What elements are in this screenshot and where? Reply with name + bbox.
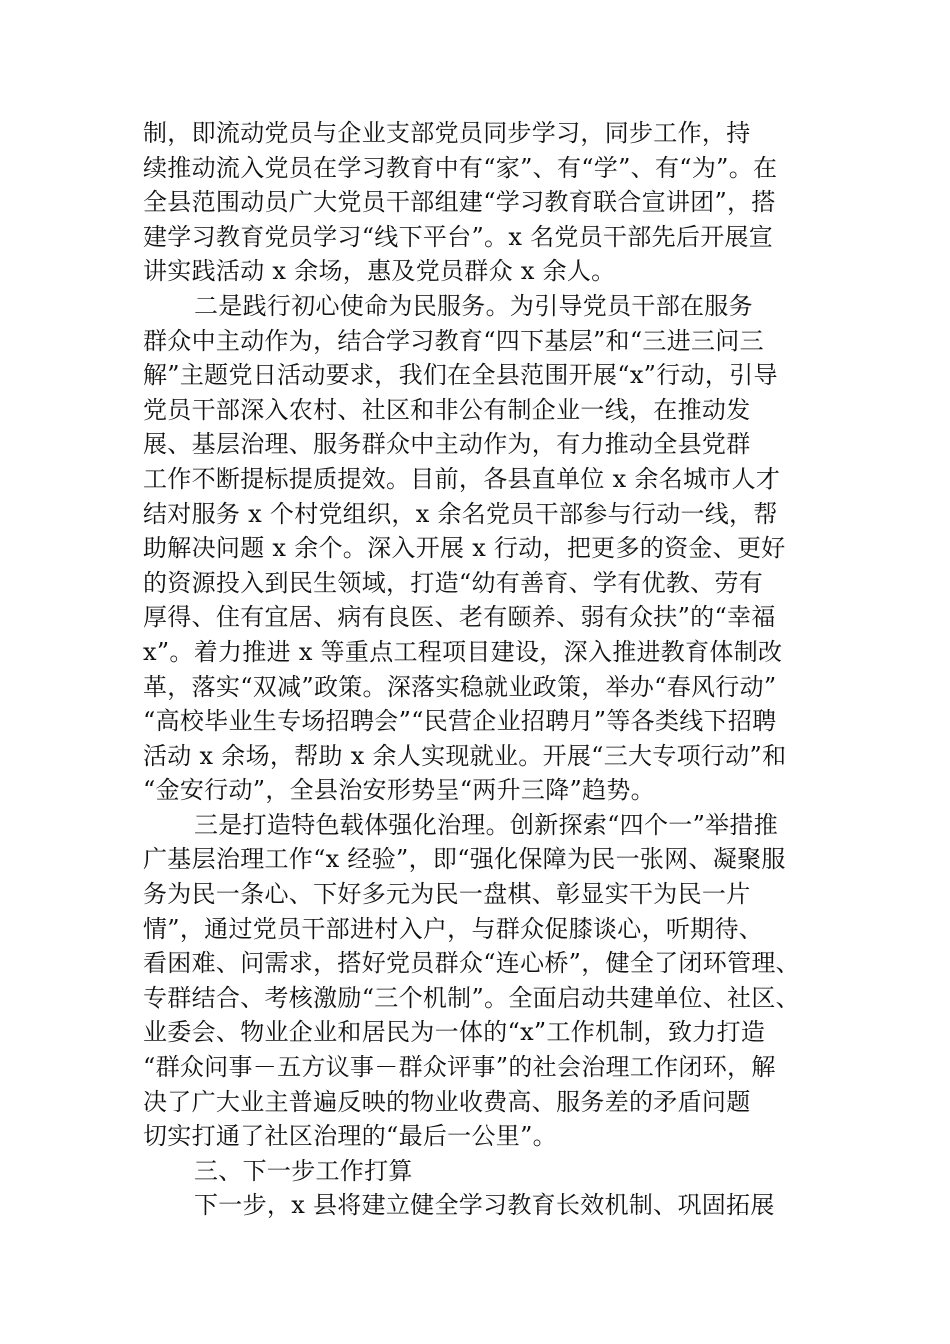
text-line: 续推动流入党员在学习教育中有“家”、有“学”、有“为”。在	[143, 153, 778, 182]
text-line: 厚得、住有宜居、病有良医、老有颐养、弱有众扶”的“幸福	[143, 603, 776, 632]
text-line: 决了广大业主普遍反映的物业收费高、服务差的矛盾问题	[143, 1087, 751, 1116]
text-line: 建学习教育党员学习“线下平台”。x 名党员干部先后开展宣	[143, 222, 774, 251]
text-line: “金安行动”，全县治安形势呈“两升三降”趋势。	[143, 776, 655, 805]
text-line: 群众中主动作为，结合学习教育“四下基层”和“三进三问三	[143, 326, 764, 355]
text-line: 展、基层治理、服务群众中主动作为，有力推动全县党群	[143, 430, 751, 459]
text-line: 解”主题党日活动要求，我们在全县范围开展“x”行动，引导	[143, 361, 778, 390]
text-line: 看困难、问需求，搭好党员群众“连心桥”，健全了闭环管理、	[143, 949, 800, 978]
text-line: 讲实践活动 x 余场，惠及党员群众 x 余人。	[143, 257, 616, 286]
text-line: 党员干部深入农村、社区和非公有制企业一线，在推动发	[143, 395, 751, 424]
text-line: “高校毕业生专场招聘会”“民营企业招聘月”等各类线下招聘	[143, 707, 777, 736]
text-line: 全县范围动员广大党员干部组建“学习教育联合宣讲团”，搭	[143, 188, 776, 217]
text-line: 结对服务 x 个村党组织，x 余名党员干部参与行动一线，帮	[143, 499, 778, 528]
paragraph-start-line: 三是打造特色载体强化治理。创新探索“四个一”举措推	[194, 810, 779, 839]
text-line: 革，落实“双减”政策。深落实稳就业政策，举办“春风行动”	[143, 672, 777, 701]
document-body	[143, 116, 809, 1223]
text-line: 务为民一条心、下好多元为民一盘棋、彰显实干为民一片	[143, 880, 751, 909]
text-line: 广基层治理工作“x 经验”，即“强化保障为民一张网、凝聚服	[143, 845, 786, 874]
text-line: 切实打通了社区治理的“最后一公里”。	[143, 1122, 557, 1151]
text-line: 业委会、物业企业和居民为一体的“x”工作机制，致力打造	[143, 1018, 766, 1047]
text-line: 制，即流动党员与企业支部党员同步学习，同步工作，持	[143, 119, 751, 147]
text-line: x”。着力推进 x 等重点工程项目建设，深入推进教育体制改	[143, 637, 783, 666]
text-line: “群众问事－五方议事－群众评事”的社会治理工作闭环，解	[143, 1053, 776, 1082]
text-line: 专群结合、考核激励“三个机制”。全面启动共建单位、社区、	[143, 983, 800, 1012]
paragraph-start-line: 下一步，x 县将建立健全学习教育长效机制、巩固拓展	[194, 1191, 775, 1220]
section-heading: 三、下一步工作打算	[194, 1156, 413, 1185]
paragraph-start-line: 二是践行初心使命为民服务。为引导党员干部在服务	[194, 291, 753, 320]
text-line: 情”，通过党员干部进村入户，与群众促膝谈心，听期待、	[143, 914, 764, 943]
text-line: 的资源投入到民生领域，打造“幼有善育、学有优教、劳有	[143, 568, 764, 597]
text-line: 工作不断提标提质提效。目前，各县直单位 x 余名城市人才	[143, 464, 781, 493]
text-line: 活动 x 余场，帮助 x 余人实现就业。开展“三大专项行动”和	[143, 741, 787, 770]
text-line: 助解决问题 x 余个。深入开展 x 行动，把更多的资金、更好	[143, 534, 786, 563]
